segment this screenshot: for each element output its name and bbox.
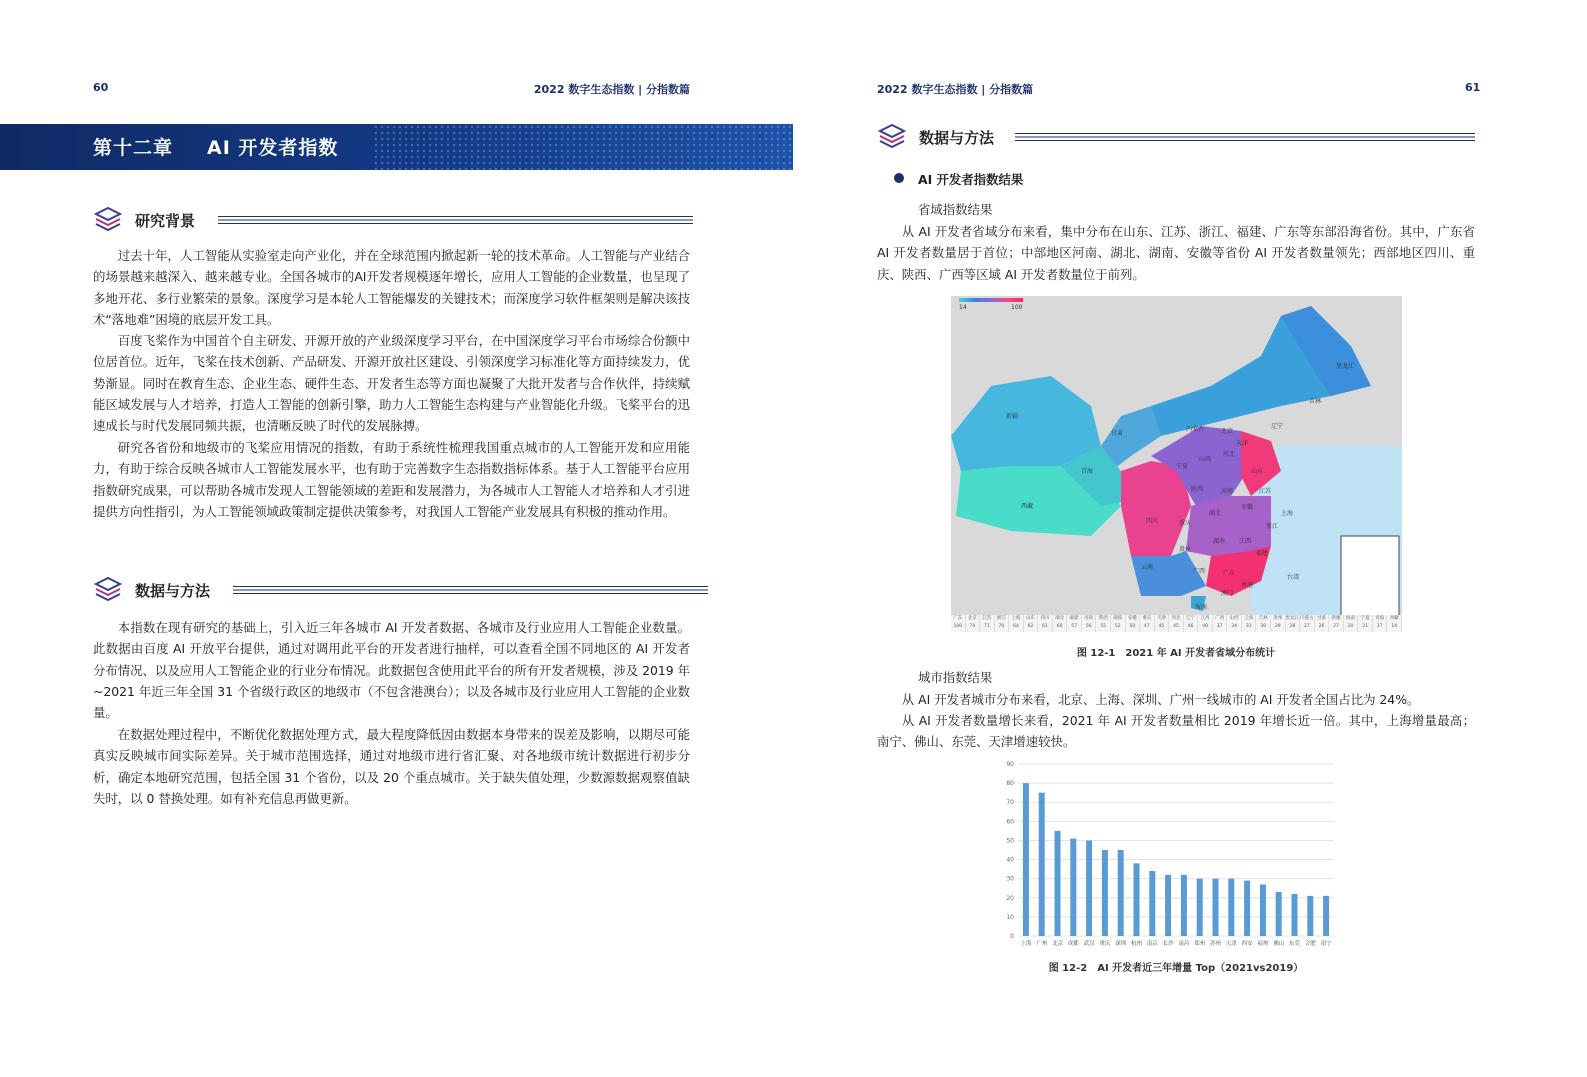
map-label: 广西 [1193, 568, 1206, 575]
x-tick-label: 长沙 [1162, 941, 1174, 947]
map-table-province: 云南 [1244, 616, 1254, 621]
paragraph-3: 研究各省份和地级市的飞桨应用情况的指数，有助于系统性梳理我国重点城市的人工智能开发和应用能力，有助于综合反映各城市人工智能发展水平，也有助于完善数字生态指数指标体系。基于人工智能平台应用指数研究成果，可以帮助各城市发现人工智能领域的差距和发展潜力，为各城市人工智能人才培养和人才引进提供方向性指引，为人工智能领域政策制定提供决策参考，对我国人工智能产业发展具有积极的推动作用。 [93, 440, 690, 519]
section-title-method: 数据与方法 [135, 582, 211, 600]
bar [1133, 863, 1139, 936]
map-table-province: 浙江 [996, 616, 1006, 621]
x-tick-label: 南昌 [1178, 941, 1190, 947]
map-table-cell [1315, 615, 1330, 632]
paragraph-city-growth: 从 AI 开发者数量增长来看，2021 年 AI 开发者数量相比 2019 年增长近一倍。其中，上海增量最高；南宁、佛山、东莞、天津增速较快。 [877, 713, 1475, 750]
map-label: 天津 [1236, 440, 1249, 447]
y-tick-label: 90 [1006, 761, 1014, 768]
section-heading-method-right [877, 122, 1477, 154]
figure-caption-2: 图 12-2 AI 开发者近三年增量 Top（2021vs2019） [1048, 963, 1304, 974]
map-table-value: 17 [1376, 624, 1383, 629]
map-table-cell [1038, 615, 1053, 632]
bar [1228, 879, 1234, 936]
map-label: 湖南 [1213, 538, 1226, 545]
map-label: 重庆 [1179, 520, 1192, 527]
map-table-province: 江西 [1200, 616, 1210, 621]
bar [1323, 896, 1329, 936]
map-table-cell [1126, 615, 1141, 632]
map-label: 河南 [1221, 488, 1234, 495]
map-table-cell [1140, 615, 1155, 632]
right-page [793, 0, 1587, 1077]
y-tick-label: 80 [1006, 780, 1014, 788]
map-table-province: 江苏 [982, 616, 992, 621]
map-label: 上海 [1281, 510, 1294, 517]
map-table-province: 宁夏 [1360, 616, 1370, 621]
banner-dot-pattern [373, 124, 793, 170]
map-label: 澳门 [1221, 590, 1234, 597]
bar [1197, 879, 1203, 936]
map-table-cell [1155, 615, 1170, 632]
map-table-province: 新疆 [1331, 616, 1341, 621]
section-title-background: 研究背景 [135, 212, 196, 230]
x-tick-label: 北京 [1051, 941, 1064, 947]
map-table-province: 安徽 [1127, 616, 1137, 621]
map-table-province: 北京 [967, 616, 977, 621]
map-table-value: 55 [1100, 624, 1107, 629]
section-rule [218, 216, 693, 226]
map-label: 海南 [1195, 604, 1208, 611]
map-table-value: 20 [1347, 624, 1354, 629]
map-label: 广东 [1223, 570, 1236, 577]
map-table-cell [1256, 615, 1271, 632]
map-table-value: 52 [1114, 624, 1121, 629]
map-table-province: 福建 [1069, 616, 1079, 621]
page-number-left: 60 [93, 81, 109, 94]
bar [1118, 850, 1124, 936]
map-table-value: 33 [1245, 624, 1252, 629]
bar [1165, 875, 1171, 936]
map-table-cell [1358, 615, 1373, 632]
map-label: 安徽 [1241, 504, 1254, 511]
map-label: 甘肃 [1111, 430, 1124, 437]
map-table-cell [1198, 615, 1213, 632]
page-number-right: 61 [1465, 81, 1481, 94]
map-table-cell [1300, 615, 1315, 632]
map-table-value: 28 [1289, 624, 1296, 629]
x-tick-label: 南宁 [1320, 941, 1332, 947]
map-table-value: 74 [969, 624, 976, 629]
map-table-value: 100 [953, 624, 963, 629]
x-tick-label: 杭州 [1130, 941, 1143, 947]
paragraph-city-share: 从 AI 开发者城市分布来看，北京、上海、深圳、广州一线城市的 AI 开发者全国占比为 24%。 [901, 692, 1420, 707]
x-tick-label: 东莞 [1288, 941, 1301, 947]
map-table-value: 71 [984, 624, 990, 629]
map-table-value: 37 [1216, 624, 1223, 629]
section-title-method-right: 数据与方法 [919, 129, 995, 147]
map-label: 陕西 [1191, 486, 1204, 493]
bar [1086, 840, 1092, 936]
layers-icon [877, 122, 907, 152]
map-table-cell [1009, 615, 1024, 632]
map-table-value: 27 [1333, 624, 1339, 629]
map-label: 台湾 [1287, 574, 1300, 581]
city-growth-bar-chart [996, 758, 1341, 954]
bar [1039, 793, 1045, 936]
paragraph-5: 在数据处理过程中，不断优化数据处理方式，最大程度降低因由数据本身带来的误差及影响，以期尽可能真实反映城市间实际差异。关于城市范围选择，通过对地级市进行省汇聚、对各地级市统计数据进行初步分析，确定本地研究范围，包括全国 31 个省份，以及 20 个重点城市。关于缺失值处理，少数源数据观察值缺失时，以 0 替换处理。如有补充信息再做更新。 [93, 727, 690, 806]
bullet-dot-icon [894, 173, 904, 183]
map-table-value: 56 [1085, 624, 1092, 629]
map-table-province: 天津 [1156, 616, 1166, 621]
map-label: 新疆 [1006, 413, 1019, 420]
map-label: 河北 [1223, 451, 1236, 458]
map-table-value: 27 [1304, 624, 1310, 629]
x-tick-label: 武汉 [1083, 941, 1095, 947]
x-tick-label: 深圳 [1115, 941, 1127, 947]
bar [1212, 879, 1218, 936]
map-table-province: 山西 [1229, 616, 1239, 621]
x-tick-label: 合肥 [1304, 941, 1316, 947]
bar [1291, 894, 1297, 936]
map-label: 福建 [1256, 550, 1269, 557]
map-table-province: 青海 [1375, 616, 1385, 621]
map-table-province: 内蒙古 [1300, 616, 1314, 621]
y-tick-label: 40 [1006, 856, 1014, 864]
bar [1054, 831, 1060, 936]
x-tick-label: 广州 [1036, 941, 1048, 947]
map-table-province: 西藏 [1389, 616, 1399, 621]
map-table-value: 45 [1173, 624, 1179, 629]
map-table-value: 62 [1027, 624, 1034, 629]
map-table-cell [980, 615, 995, 632]
bar [1260, 884, 1266, 936]
legend-max: 100 [1011, 304, 1023, 311]
map-label: 云南 [1141, 564, 1154, 571]
map-table-cell [1271, 615, 1286, 632]
map-table-cell [1053, 615, 1068, 632]
map-table-province: 山东 [1026, 616, 1035, 621]
map-table-value: 61 [1042, 624, 1048, 629]
map-table-value: 40 [1202, 624, 1208, 629]
map-label: 黑龙江 [1336, 363, 1355, 370]
bar [1149, 871, 1155, 936]
bar [1307, 896, 1313, 936]
section-heading-background [93, 205, 693, 237]
map-table-province: 吉林 [1258, 616, 1268, 621]
map-table-province: 黑龙江 [1285, 616, 1300, 621]
map-table-value: 46 [1187, 624, 1194, 629]
map-table-province: 广西 [1215, 616, 1225, 621]
y-tick-label: 10 [1006, 913, 1014, 921]
map-table-cell [1067, 615, 1082, 632]
map-label: 辽宁 [1271, 423, 1284, 430]
map-table-value: 30 [1260, 624, 1267, 629]
running-header-right: 2022 数字生态指数 | 分指数篇 [877, 83, 1034, 96]
y-tick-label: 20 [1006, 894, 1014, 902]
x-tick-label: 佛山 [1273, 941, 1285, 947]
map-table-value: 29 [1274, 624, 1281, 629]
map-table-cell [1024, 615, 1039, 632]
map-table-value: 34 [1231, 624, 1238, 629]
x-tick-label: 成都 [1067, 941, 1079, 947]
paragraph-2: 百度飞桨作为中国首个自主研发、开源开放的产业级深度学习平台，在中国深度学习平台市场综合份额中位居首位。近年，飞桨在技术创新、产品研发、开源开放社区建设、引领深度学习标准化等方面持续发力，优势渐显。同时在教育生态、企业生态、硬件生态、开发者生态等方面也凝聚了大批开发者与合作伙伴，持续赋能区域发展与人才培养，打造人工智能的创新引擎，助力人工智能生态构建与产业智能化升级。飞桨平台的迅速成长与时代发展同频共振，也清晰反映了时代的发展脉搏。 [93, 333, 690, 434]
x-tick-label: 南京 [1146, 941, 1158, 947]
map-label: 吉林 [1309, 398, 1322, 405]
x-tick-label: 西安 [1241, 941, 1253, 947]
y-tick-label: 70 [1006, 799, 1014, 807]
map-table-cell [1213, 615, 1228, 632]
layers-icon [93, 575, 123, 605]
map-table-province: 广东 [953, 616, 963, 621]
map-table-cell [1096, 615, 1111, 632]
map-label: 西藏 [1021, 503, 1034, 510]
map-table-cell [1286, 615, 1301, 632]
map-label: 江苏 [1259, 488, 1272, 495]
map-table-value: 70 [998, 624, 1005, 629]
map-table-value: 57 [1071, 624, 1078, 629]
map-table-cell [1344, 615, 1359, 632]
map-table-cell [1227, 615, 1242, 632]
section-heading-method [93, 575, 693, 607]
paragraph-1: 过去十年，人工智能从实验室走向产业化，并在全球范围内掀起新一轮的技术革命。人工智能与产业结合的场景越来越深入、越来越专业。全国各城市的AI开发者规模逐年增长，应用人工智能的企业数量，也呈现了多地开花、多行业繁荣的景象。深度学习是本轮人工智能爆发的关键技术；而深度学习软件框架则是解决该技术“落地难”困境的底层开发工具。 [93, 248, 690, 327]
map-table-province: 辽宁 [1186, 616, 1196, 621]
map-table-value: 14 [1391, 624, 1398, 629]
map-label: 北京 [1221, 428, 1234, 435]
map-table-province: 上海 [1011, 616, 1021, 621]
map-table-province: 贵州 [1273, 616, 1283, 621]
map-label: 贵州 [1179, 546, 1192, 553]
map-table-value: 26 [1318, 624, 1325, 629]
bar [1102, 850, 1108, 936]
x-tick-label: 重庆 [1099, 941, 1111, 947]
chapter-banner [0, 124, 793, 170]
x-tick-label: 苏州 [1209, 941, 1222, 947]
subheading-province: 省域指数结果 [918, 202, 993, 217]
map-table-province: 湖北 [1055, 616, 1065, 621]
map-label: 内蒙古 [1186, 426, 1205, 433]
y-tick-label: 50 [1006, 837, 1014, 845]
bar [1244, 881, 1250, 936]
map-table-province: 陕西 [1098, 616, 1108, 621]
map-table-value: 47 [1144, 624, 1150, 629]
chapter-title [93, 133, 338, 160]
x-tick-label: 上海 [1020, 941, 1032, 947]
legend-min: 14 [959, 304, 967, 311]
map-table-cell [966, 615, 981, 632]
map-label: 湖北 [1209, 510, 1222, 517]
map-table-province: 重庆 [1142, 616, 1152, 621]
map-table-cell [1387, 615, 1402, 632]
map-label: 青海 [1081, 468, 1094, 475]
map-label: 香港 [1241, 582, 1254, 589]
chapter-name: AI 开发者指数 [207, 137, 339, 159]
map-table-cell [1329, 615, 1344, 632]
map-value-table [951, 615, 1402, 632]
x-tick-label: 天津 [1225, 941, 1237, 947]
map-table-cell [1111, 615, 1126, 632]
map-table-province: 甘肃 [1316, 616, 1326, 621]
paragraph-province: 从 AI 开发者省域分布来看，集中分布在山东、江苏、浙江、福建、广东等东部沿海省份。其中，广东省 AI 开发者数量居于首位；中部地区河南、湖北、湖南、安徽等省份 AI 开发者数量领先；西部地区四川、重庆、陕西、广西等区域 AI 开发者数量位于前列。 [877, 224, 1475, 282]
running-header-left: 2022 数字生态指数 | 分指数篇 [533, 83, 690, 96]
bullet-title: AI 开发者指数结果 [918, 172, 1024, 187]
section-rule [1015, 133, 1475, 143]
bar [1181, 875, 1187, 936]
y-tick-label: 30 [1006, 875, 1014, 883]
paragraph-4: 本指数在现有研究的基础上，引入近三年各城市 AI 开发者数据、各城市及行业应用人工智能企业数量。此数据由百度 AI 开放平台提供，通过对调用此平台的开发者进行抽样，可以查看全国不同地区的 AI 开发者分布情况、以及应用人工智能企业的行业分布情况。此数据包含使用此平台的所有开发者规模，涉及 2019 年 ~2021 年近三年全国 31 个省级行政区的地级市（不包含港澳台）；以及各城市及行业应用人工智能的企业数量。 [93, 620, 690, 721]
map-table-cell [1169, 615, 1184, 632]
map-table-cell [995, 615, 1010, 632]
map-table-cell [1373, 615, 1388, 632]
map-table-value: 21 [1362, 624, 1368, 629]
map-label: 山东 [1251, 468, 1264, 475]
x-tick-label: 福州 [1257, 941, 1269, 947]
map-table-province: 海南 [1346, 616, 1356, 621]
section-rule [233, 586, 708, 596]
subheading-city: 城市指数结果 [918, 670, 993, 685]
map-label: 江西 [1239, 538, 1252, 545]
map-table-cell [1242, 615, 1257, 632]
map-table-province: 河北 [1171, 616, 1181, 621]
province-map [951, 296, 1402, 632]
figure-caption-1: 图 12-1 2021 年 AI 开发者省域分布统计 [1076, 648, 1276, 659]
map-table-cell [1184, 615, 1199, 632]
map-label: 浙江 [1266, 523, 1279, 530]
map-table-cell [1082, 615, 1097, 632]
bar [1023, 783, 1029, 936]
map-table-cell [951, 615, 966, 632]
map-table-value: 60 [1056, 624, 1063, 629]
map-table-value: 45 [1158, 624, 1165, 629]
map-table-value: 64 [1013, 624, 1019, 629]
map-table-province: 河南 [1084, 616, 1094, 621]
map-label: 山西 [1199, 456, 1212, 463]
bar [1070, 839, 1076, 936]
bar [1276, 892, 1282, 936]
y-tick-label: 60 [1006, 818, 1014, 826]
map-label: 宁夏 [1176, 463, 1189, 470]
map-label: 四川 [1146, 518, 1159, 525]
map-table-province: 湖南 [1113, 616, 1123, 621]
left-page [0, 0, 793, 1077]
y-tick-label: 0 [1010, 933, 1014, 940]
map-table-value: 50 [1129, 624, 1136, 629]
x-tick-label: 郑州 [1194, 941, 1206, 947]
layers-icon [93, 205, 123, 235]
chapter-number: 第十二章 [93, 137, 174, 159]
map-table-province: 四川 [1040, 616, 1050, 621]
